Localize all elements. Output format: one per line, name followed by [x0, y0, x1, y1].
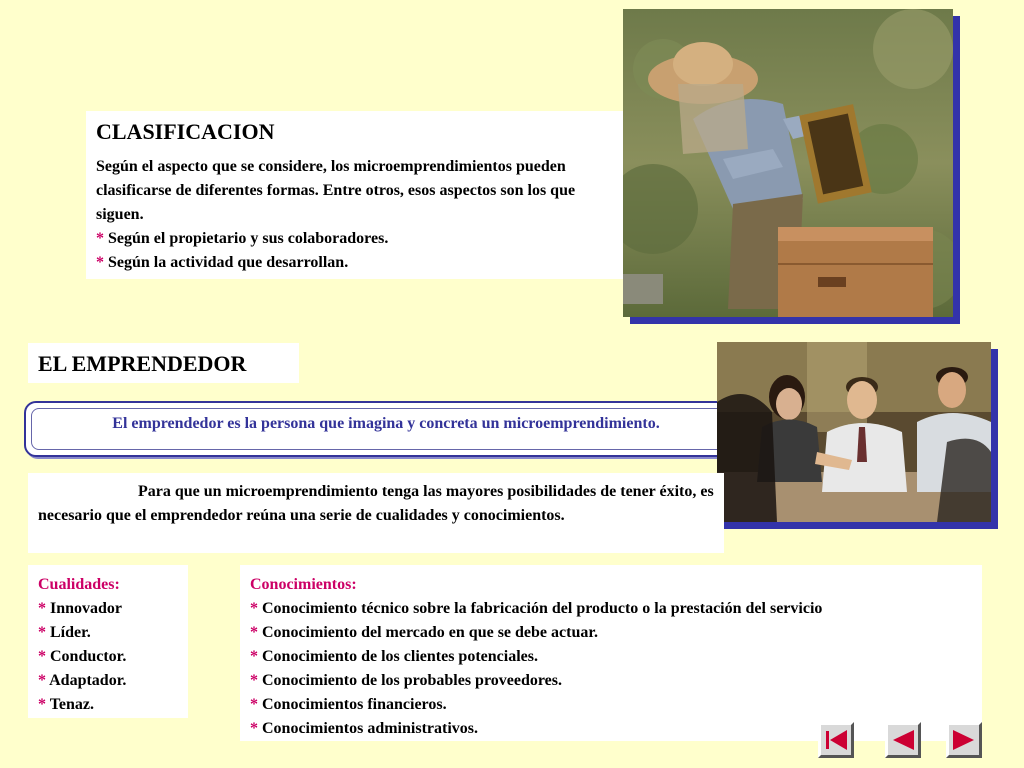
emprendedor-title: EL EMPRENDEDOR: [28, 343, 299, 383]
conocimiento-item: * Conocimientos financieros.: [250, 696, 447, 713]
definition-text: El emprendedor es la persona que imagina y concreta un microemprendimiento.: [112, 415, 660, 432]
emprendedor-paragraph: Para que un microemprendimiento tenga las mayores posibilidades de tener éxito, es necesario que el emprendedor reúna una serie de cualidades y conocimientos.: [28, 473, 724, 553]
clasificacion-item: * Según la actividad que desarrollan.: [96, 254, 349, 271]
conocimiento-item: * Conocimiento de los probables proveedores.: [250, 672, 563, 689]
next-slide-button[interactable]: [946, 722, 982, 758]
first-slide-button[interactable]: [818, 722, 854, 758]
meeting-illustration: [717, 342, 991, 522]
bullet: *: [96, 254, 108, 271]
cualidades-box: [28, 565, 188, 718]
clasificacion-item: * Según el propietario y sus colaboradores.: [96, 230, 389, 247]
conocimientos-box: [240, 565, 982, 741]
previous-slide-icon: [888, 725, 918, 755]
definition-box: [24, 401, 748, 457]
beekeeper-illustration: [623, 9, 953, 317]
cualidad-item: * Líder.: [38, 624, 91, 641]
first-slide-icon: [821, 725, 851, 755]
conocimiento-item: * Conocimiento del mercado en que se debe actuar.: [250, 624, 598, 641]
conocimiento-item: * Conocimiento técnico sobre la fabricación del producto o la prestación del servicio: [250, 600, 823, 617]
clasificacion-box: [86, 111, 631, 279]
cualidad-item: * Innovador: [38, 600, 123, 617]
cualidad-item: * Adaptador.: [38, 672, 127, 689]
cualidad-item: * Tenaz.: [38, 696, 95, 713]
bullet: *: [96, 230, 108, 247]
cualidades-heading: Cualidades:: [38, 576, 120, 593]
meeting-photo: [717, 342, 991, 522]
conocimiento-item: * Conocimiento de los clientes potenciales.: [250, 648, 538, 665]
previous-slide-button[interactable]: [885, 722, 921, 758]
beekeeper-photo: [623, 9, 953, 317]
clasificacion-body: [96, 155, 621, 275]
clasificacion-title: CLASIFICACION: [96, 119, 275, 144]
clasificacion-intro: Según el aspecto que se considere, los microemprendimientos pueden clasificarse de diferentes formas. Entre otros, esos aspectos son los que siguen.: [96, 158, 576, 223]
conocimiento-item: * Conocimientos administrativos.: [250, 720, 478, 737]
cualidad-item: * Conductor.: [38, 648, 127, 665]
conocimientos-heading: Conocimientos:: [250, 576, 357, 593]
next-slide-icon: [949, 725, 979, 755]
